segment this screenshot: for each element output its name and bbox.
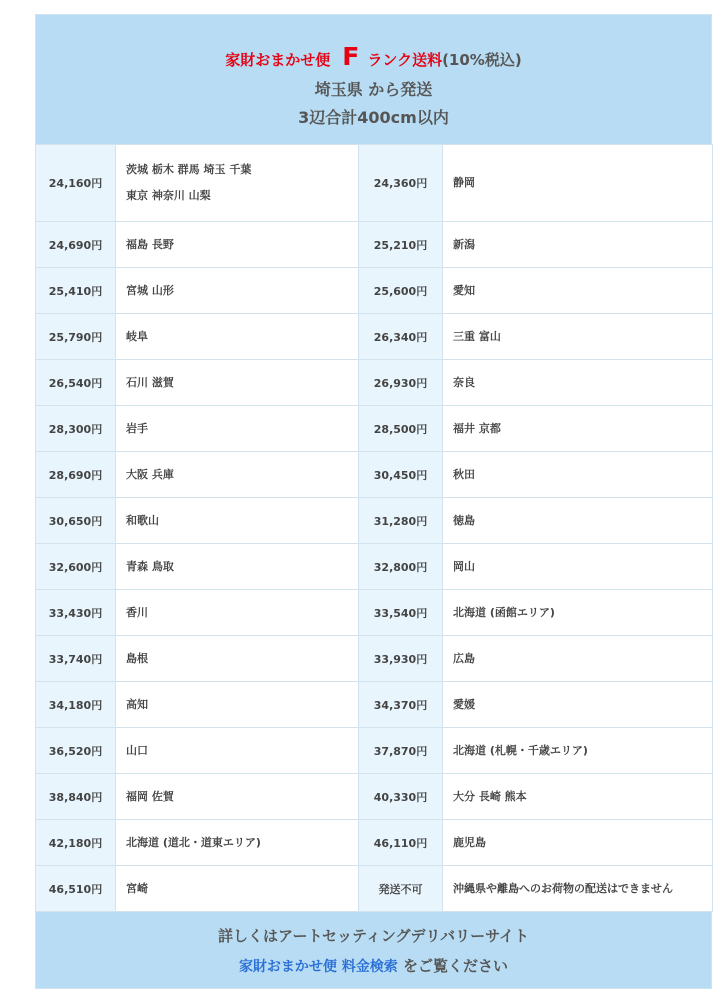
rate-table <box>35 144 713 912</box>
area-cell <box>116 682 359 728</box>
area-cell <box>116 452 359 498</box>
area-text: 茨城 栃木 群馬 埼玉 千葉 <box>126 163 252 176</box>
area-text: 静岡 <box>453 176 475 189</box>
area-cell <box>443 590 713 636</box>
price-cell: 32,800円 <box>359 544 443 590</box>
area-text: 青森 鳥取 <box>126 559 174 573</box>
area-text: 大阪 兵庫 <box>126 467 174 481</box>
price-cell: 34,370円 <box>359 682 443 728</box>
table-row <box>36 590 713 636</box>
area-cell <box>443 866 713 912</box>
area-cell <box>116 406 359 452</box>
price-cell: 40,330円 <box>359 774 443 820</box>
area-cell <box>443 406 713 452</box>
area-text: 北海道 (函館エリア) <box>453 605 555 619</box>
origin-label: 埼玉県 から発送 <box>314 80 433 99</box>
area-cell <box>116 314 359 360</box>
area-cell <box>443 820 713 866</box>
tax-note: (10%税込) <box>442 51 522 69</box>
rate-footer <box>35 912 712 989</box>
area-cell <box>443 728 713 774</box>
rank-letter: F <box>342 42 360 71</box>
area-cell <box>443 544 713 590</box>
table-row <box>36 498 713 544</box>
price-cell: 30,650円 <box>36 498 116 544</box>
area-text: 北海道 (札幌・千歳エリア) <box>453 743 588 757</box>
area-cell <box>116 222 359 268</box>
size-limit-label: 3辺合計400cm以内 <box>298 108 449 127</box>
price-cell: 24,160円 <box>36 145 116 222</box>
price-cell: 24,690円 <box>36 222 116 268</box>
price-cell: 30,450円 <box>359 452 443 498</box>
area-cell <box>116 145 359 222</box>
area-cell <box>116 360 359 406</box>
shipping-rate-card <box>35 14 712 989</box>
price-cell: 34,180円 <box>36 682 116 728</box>
area-text: 香川 <box>126 605 148 619</box>
table-row <box>36 268 713 314</box>
area-text: 岐阜 <box>126 329 148 343</box>
table-row <box>36 314 713 360</box>
price-cell: 発送不可 <box>359 866 443 912</box>
area-text: 島根 <box>126 651 148 665</box>
area-cell <box>116 866 359 912</box>
area-cell <box>116 728 359 774</box>
price-cell: 26,540円 <box>36 360 116 406</box>
table-row <box>36 774 713 820</box>
area-text: 和歌山 <box>126 513 159 527</box>
price-cell: 26,340円 <box>359 314 443 360</box>
area-cell <box>443 682 713 728</box>
price-cell: 25,790円 <box>36 314 116 360</box>
price-cell: 25,600円 <box>359 268 443 314</box>
area-text: 山口 <box>126 743 148 757</box>
price-cell: 31,280円 <box>359 498 443 544</box>
area-cell <box>116 590 359 636</box>
service-name: 家財おまかせ便 <box>225 51 331 69</box>
area-text: 高知 <box>126 697 148 711</box>
area-text: 岡山 <box>453 559 475 573</box>
price-cell: 33,740円 <box>36 636 116 682</box>
price-cell: 32,600円 <box>36 544 116 590</box>
table-row <box>36 222 713 268</box>
price-cell: 36,520円 <box>36 728 116 774</box>
area-text: 石川 滋賀 <box>126 375 174 389</box>
table-row <box>36 636 713 682</box>
table-row <box>36 728 713 774</box>
rate-header <box>35 14 712 144</box>
header-title <box>36 15 711 74</box>
area-text: 秋田 <box>453 467 475 481</box>
price-cell: 38,840円 <box>36 774 116 820</box>
area-cell <box>443 636 713 682</box>
table-row <box>36 145 713 222</box>
price-cell: 37,870円 <box>359 728 443 774</box>
price-cell: 26,930円 <box>359 360 443 406</box>
area-cell <box>116 636 359 682</box>
price-cell: 25,210円 <box>359 222 443 268</box>
area-cell <box>443 498 713 544</box>
area-cell <box>116 268 359 314</box>
price-cell: 24,360円 <box>359 145 443 222</box>
area-text: 愛知 <box>453 283 475 297</box>
area-cell <box>116 498 359 544</box>
area-text: 奈良 <box>453 375 475 389</box>
area-cell <box>116 820 359 866</box>
area-text: 福岡 佐賀 <box>126 789 174 803</box>
table-row <box>36 360 713 406</box>
price-cell: 46,510円 <box>36 866 116 912</box>
price-cell: 46,110円 <box>359 820 443 866</box>
area-text: 鹿児島 <box>453 835 486 849</box>
area-cell <box>443 268 713 314</box>
area-cell <box>116 774 359 820</box>
footer-line2 <box>36 951 711 982</box>
table-row <box>36 452 713 498</box>
price-cell: 33,430円 <box>36 590 116 636</box>
area-text: 沖縄県や離島へのお荷物の配送はできません <box>453 881 673 895</box>
area-text: 宮崎 <box>126 881 148 895</box>
rank-label: ランク送料 <box>367 51 443 69</box>
area-text: 東京 神奈川 山梨 <box>126 189 211 202</box>
price-cell: 28,500円 <box>359 406 443 452</box>
area-text: 徳島 <box>453 513 475 527</box>
table-row <box>36 866 713 912</box>
table-row <box>36 682 713 728</box>
area-text: 愛媛 <box>453 697 475 711</box>
area-cell <box>443 314 713 360</box>
area-text: 福井 京都 <box>453 421 501 435</box>
table-row <box>36 820 713 866</box>
area-text: 広島 <box>453 651 475 665</box>
area-text: 宮城 山形 <box>126 283 174 297</box>
area-text: 大分 長崎 熊本 <box>453 789 527 803</box>
footer-line2-suffix: をご覧ください <box>397 957 509 975</box>
area-text: 新潟 <box>453 237 475 251</box>
price-cell: 28,690円 <box>36 452 116 498</box>
area-cell <box>443 145 713 222</box>
rate-search-link[interactable]: 家財おまかせ便 料金検索 <box>238 959 398 975</box>
price-cell: 33,930円 <box>359 636 443 682</box>
price-cell: 33,540円 <box>359 590 443 636</box>
area-text: 三重 富山 <box>453 329 501 343</box>
price-cell: 28,300円 <box>36 406 116 452</box>
table-row <box>36 544 713 590</box>
area-cell <box>116 544 359 590</box>
table-row <box>36 406 713 452</box>
area-text: 北海道 (道北・道東エリア) <box>126 835 261 849</box>
price-cell: 42,180円 <box>36 820 116 866</box>
area-text: 福島 長野 <box>126 237 174 251</box>
area-cell <box>443 452 713 498</box>
area-text: 岩手 <box>126 421 148 435</box>
footer-line1: 詳しくはアートセッティングデリバリーサイト <box>217 927 530 945</box>
price-cell: 25,410円 <box>36 268 116 314</box>
area-cell <box>443 360 713 406</box>
area-cell <box>443 222 713 268</box>
area-cell <box>443 774 713 820</box>
